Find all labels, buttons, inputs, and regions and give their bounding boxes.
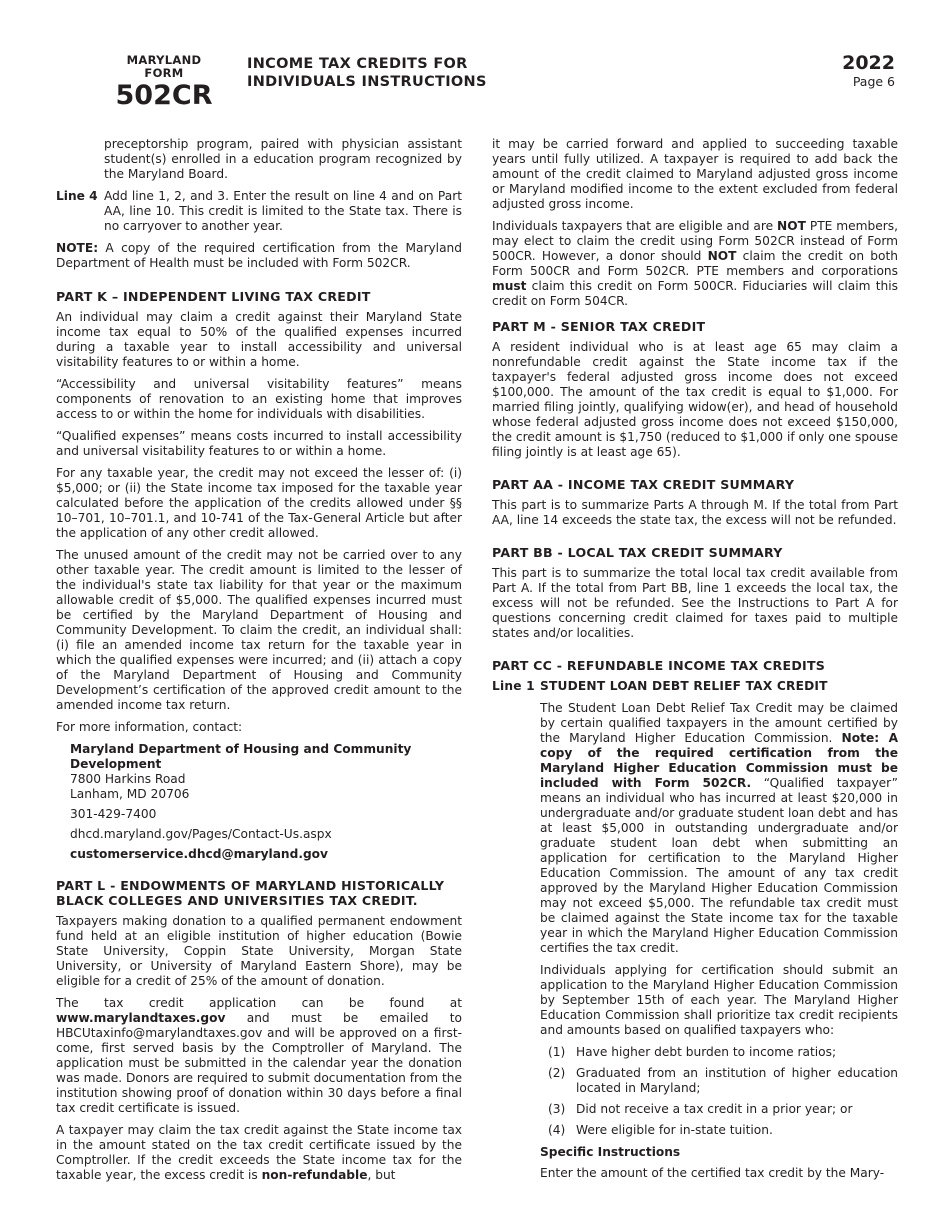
paragraph: This part is to summarize the total local tax credit available from Part A. If the total from Part BB, line 1 exceeds the local tax, the excess will not be refunded. See the Instructions to Part A for questions concerning credit claimed for taxes paid to multiple states and/or localities. (492, 566, 898, 640)
left-column (56, 137, 462, 1190)
contact-intro: For more information, contact: (56, 720, 243, 734)
part-cc-heading: PART CC - REFUNDABLE INCOME TAX CREDITS (492, 658, 826, 673)
list-number: (2) (548, 1066, 566, 1080)
form-word: FORM (144, 66, 184, 80)
note-text: A copy of the required certification from the Maryland Department of Health must be included with Form 502CR. (56, 241, 462, 270)
paragraph: “Accessibility and universal visitability features” means components of renovation to an existing home that improves access to or within the home for individuals with disabilities. (56, 377, 462, 421)
contact-address-2: Lanham, MD 20706 (70, 787, 190, 801)
list-item (548, 1123, 898, 1138)
text-run: and must be emailed to HBCUtaxinfo@marylandtaxes.gov and will be approved on a first-come, first served basis by the Comptroller of Maryland. The application must be submitted in the calendar year the donation was made. Donors are required to submit documentation from the institution showing proof of donation within 30 days before a final tax credit certificate is issued. (56, 1011, 463, 1115)
line-label: Line 1 (492, 679, 535, 693)
paragraph: Enter the amount of the certified tax credit by the Mary- (540, 1166, 885, 1180)
line-label: Line 4 (56, 189, 98, 203)
emphasis: NOT (777, 219, 806, 233)
text-run: Individuals taxpayers that are eligible and are (492, 219, 778, 233)
contact-address-1: 7800 Harkins Road (70, 772, 186, 786)
title-line-1: INCOME TAX CREDITS FOR (247, 56, 468, 72)
list-number: (3) (548, 1102, 566, 1116)
part-bb-heading: PART BB - LOCAL TAX CREDIT SUMMARY (492, 545, 783, 560)
page-number: Page 6 (852, 74, 895, 89)
part-m-heading: PART M - SENIOR TAX CREDIT (492, 319, 706, 334)
website-link[interactable]: www.marylandtaxes.gov (56, 1011, 226, 1025)
text-run: , but (367, 1168, 396, 1182)
contact-block (56, 742, 462, 862)
line-1-row (492, 679, 898, 694)
emphasis: Note: A copy of the required certification from the Maryland Higher Education Commission must be included with Form 502CR. (540, 731, 899, 790)
line-4-row (56, 189, 462, 234)
state-label: MARYLAND (126, 53, 202, 67)
text-run: PTE members, may elect to claim the credit using Form 502CR instead of Form 500CR. However, a donor should (492, 219, 898, 263)
paragraph: An individual may claim a credit against their Maryland State income tax equal to 50% of the qualified expenses incurred during a taxable year to install accessibility and universal visitability features to or within a home. (56, 310, 462, 369)
text-run: “Qualified taxpayer” means an individual who has incurred at least $20,000 in undergraduate and/or graduate student loan debt and has at least $5,000 in outstanding undergraduate and/or graduate student loan debt when submitting an application for certification to the Maryland Higher Education Commission. The amount of any tax credit approved by the Maryland Higher Education Commission may not exceed $5,000. The refundable tax credit must be claimed against the State income tax for the taxable year in which the Maryland Higher Education Commission certifies the tax credit. (540, 776, 898, 955)
part-l-heading: PART L - ENDOWMENTS OF MARYLAND HISTORICALLY BLACK COLLEGES AND UNIVERSITIES TAX CREDIT. (56, 878, 445, 908)
list-text: Have higher debt burden to income ratios; (576, 1045, 837, 1059)
specific-instructions-heading: Specific Instructions (540, 1145, 681, 1159)
contact-url[interactable]: dhcd.maryland.gov/Pages/Contact-Us.aspx (70, 827, 332, 841)
list-text: Were eligible for in-state tuition. (576, 1123, 773, 1137)
form-number: 502CR (115, 80, 213, 111)
list-number: (1) (548, 1045, 566, 1059)
page-title (247, 55, 487, 91)
right-column (492, 137, 898, 1188)
paragraph: it may be carried forward and applied to succeeding taxable years until fully utilized. A taxpayer is required to add back the amount of the credit claimed to Maryland adjusted gross income or Maryland modified income to the extent excluded from federal adjusted gross income. (492, 137, 898, 211)
text-run: claim this credit on Form 500CR. Fiduciaries will claim this credit on Form 504CR. (492, 279, 898, 308)
note-label: NOTE: (56, 241, 99, 255)
paragraph: A resident individual who is at least age 65 may claim a nonrefundable credit against the State income tax if the taxpayer's federal adjusted gross income does not exceed $100,000. The amount of the tax credit is equal to $1,000. For married filing jointly, qualifying widow(er), and head of household whose federal adjusted gross income does not exceed $150,000, the credit amount is $1,750 (reduced to $1,000 if only one spouse filing jointly is at least age 65). (492, 340, 898, 459)
contact-phone: 301-429-7400 (70, 807, 157, 821)
paragraph: preceptorship program, paired with physician assistant student(s) enrolled in a education program recognized by the Maryland Board. (104, 137, 462, 181)
list-item (548, 1066, 898, 1096)
list-text: Graduated from an institution of higher education located in Maryland; (576, 1066, 898, 1095)
paragraph: The unused amount of the credit may not be carried over to any other taxable year. The credit amount is limited to the lesser of the individual's state tax liability for that year or the maximum allowable credit of $5,000. The qualified expenses incurred must be certified by the Maryland Department of Housing and Community Development. To claim the credit, an individual shall: (i) file an amended income tax return for the taxable year in which the qualified expenses were incurred; and (ii) attach a copy of the Maryland Department of Housing and Community Development’s certification of the approved credit amount to the amended income tax return. (56, 548, 462, 712)
paragraph (56, 1123, 462, 1183)
list-number: (4) (548, 1123, 566, 1137)
list-item (548, 1045, 898, 1060)
list-item (548, 1102, 898, 1117)
paragraph (492, 701, 898, 956)
emphasis: non-refundable (261, 1168, 368, 1182)
part-k-heading: PART K – INDEPENDENT LIVING TAX CREDIT (56, 289, 371, 304)
paragraph: For any taxable year, the credit may not exceed the lesser of: (i) $5,000; or (ii) the State income tax imposed for the taxable year calculated before the application of the credits allowed under §§ 10–701, 10–701.1, and 10-741 of the Tax-General Article but after the application of any other credit allowed. (56, 466, 462, 540)
text-run: A taxpayer may claim the tax credit against the State income tax in the amount stated on the tax credit certificate issued by the Comptroller. If the credit exceeds the State income tax for the taxable year, the excess credit is (56, 1123, 462, 1182)
contact-org: Maryland Department of Housing and Community Development (70, 742, 412, 771)
note-paragraph (56, 241, 462, 271)
line-text: Add line 1, 2, and 3. Enter the result on line 4 and on Part AA, line 10. This credit is limited to the State tax. There is no carryover to another year. (104, 189, 462, 233)
contact-email[interactable]: customerservice.dhcd@maryland.gov (70, 847, 328, 861)
title-line-2: INDIVIDUALS INSTRUCTIONS (247, 74, 487, 90)
part-aa-heading: PART AA - INCOME TAX CREDIT SUMMARY (492, 477, 795, 492)
emphasis: must (492, 279, 527, 293)
text-run: The Student Loan Debt Relief Tax Credit may be claimed by certain qualified taxpayers in the amount certified by the Maryland Higher Education Commission. (540, 701, 898, 745)
paragraph: This part is to summarize Parts A through M. If the total from Part AA, line 14 exceeds the state tax, the excess will not be refunded. (492, 498, 898, 527)
text-run: The tax credit application can be found at (56, 996, 462, 1010)
tax-year: 2022 (842, 52, 895, 74)
paragraph: Taxpayers making donation to a qualified permanent endowment fund held at an eligible institution of higher education (Bowie State University, Coppin State University, Morgan State University, or University of Maryland Eastern Shore), may be eligible for a credit of 25% of the amount of donation. (56, 914, 462, 988)
line-title: STUDENT LOAN DEBT RELIEF TAX CREDIT (540, 679, 828, 693)
list-text: Did not receive a tax credit in a prior year; or (576, 1102, 853, 1116)
paragraph (56, 996, 462, 1116)
form-id-block (114, 54, 214, 111)
year-block (842, 53, 895, 89)
paragraph (492, 219, 898, 309)
paragraph: “Qualified expenses” means costs incurred to install accessibility and universal visitability features to or within a home. (56, 429, 462, 458)
emphasis: NOT (707, 249, 737, 263)
priority-list (492, 1045, 898, 1138)
paragraph: Individuals applying for certification should submit an application to the Maryland Higher Education Commission by September 15th of each year. The Maryland Higher Education Commission shall prioritize tax credit recipients and amounts based on qualified taxpayers who: (540, 963, 898, 1037)
text-run: claim the credit on both Form 500CR and Form 502CR. PTE members and corporations (492, 249, 898, 278)
